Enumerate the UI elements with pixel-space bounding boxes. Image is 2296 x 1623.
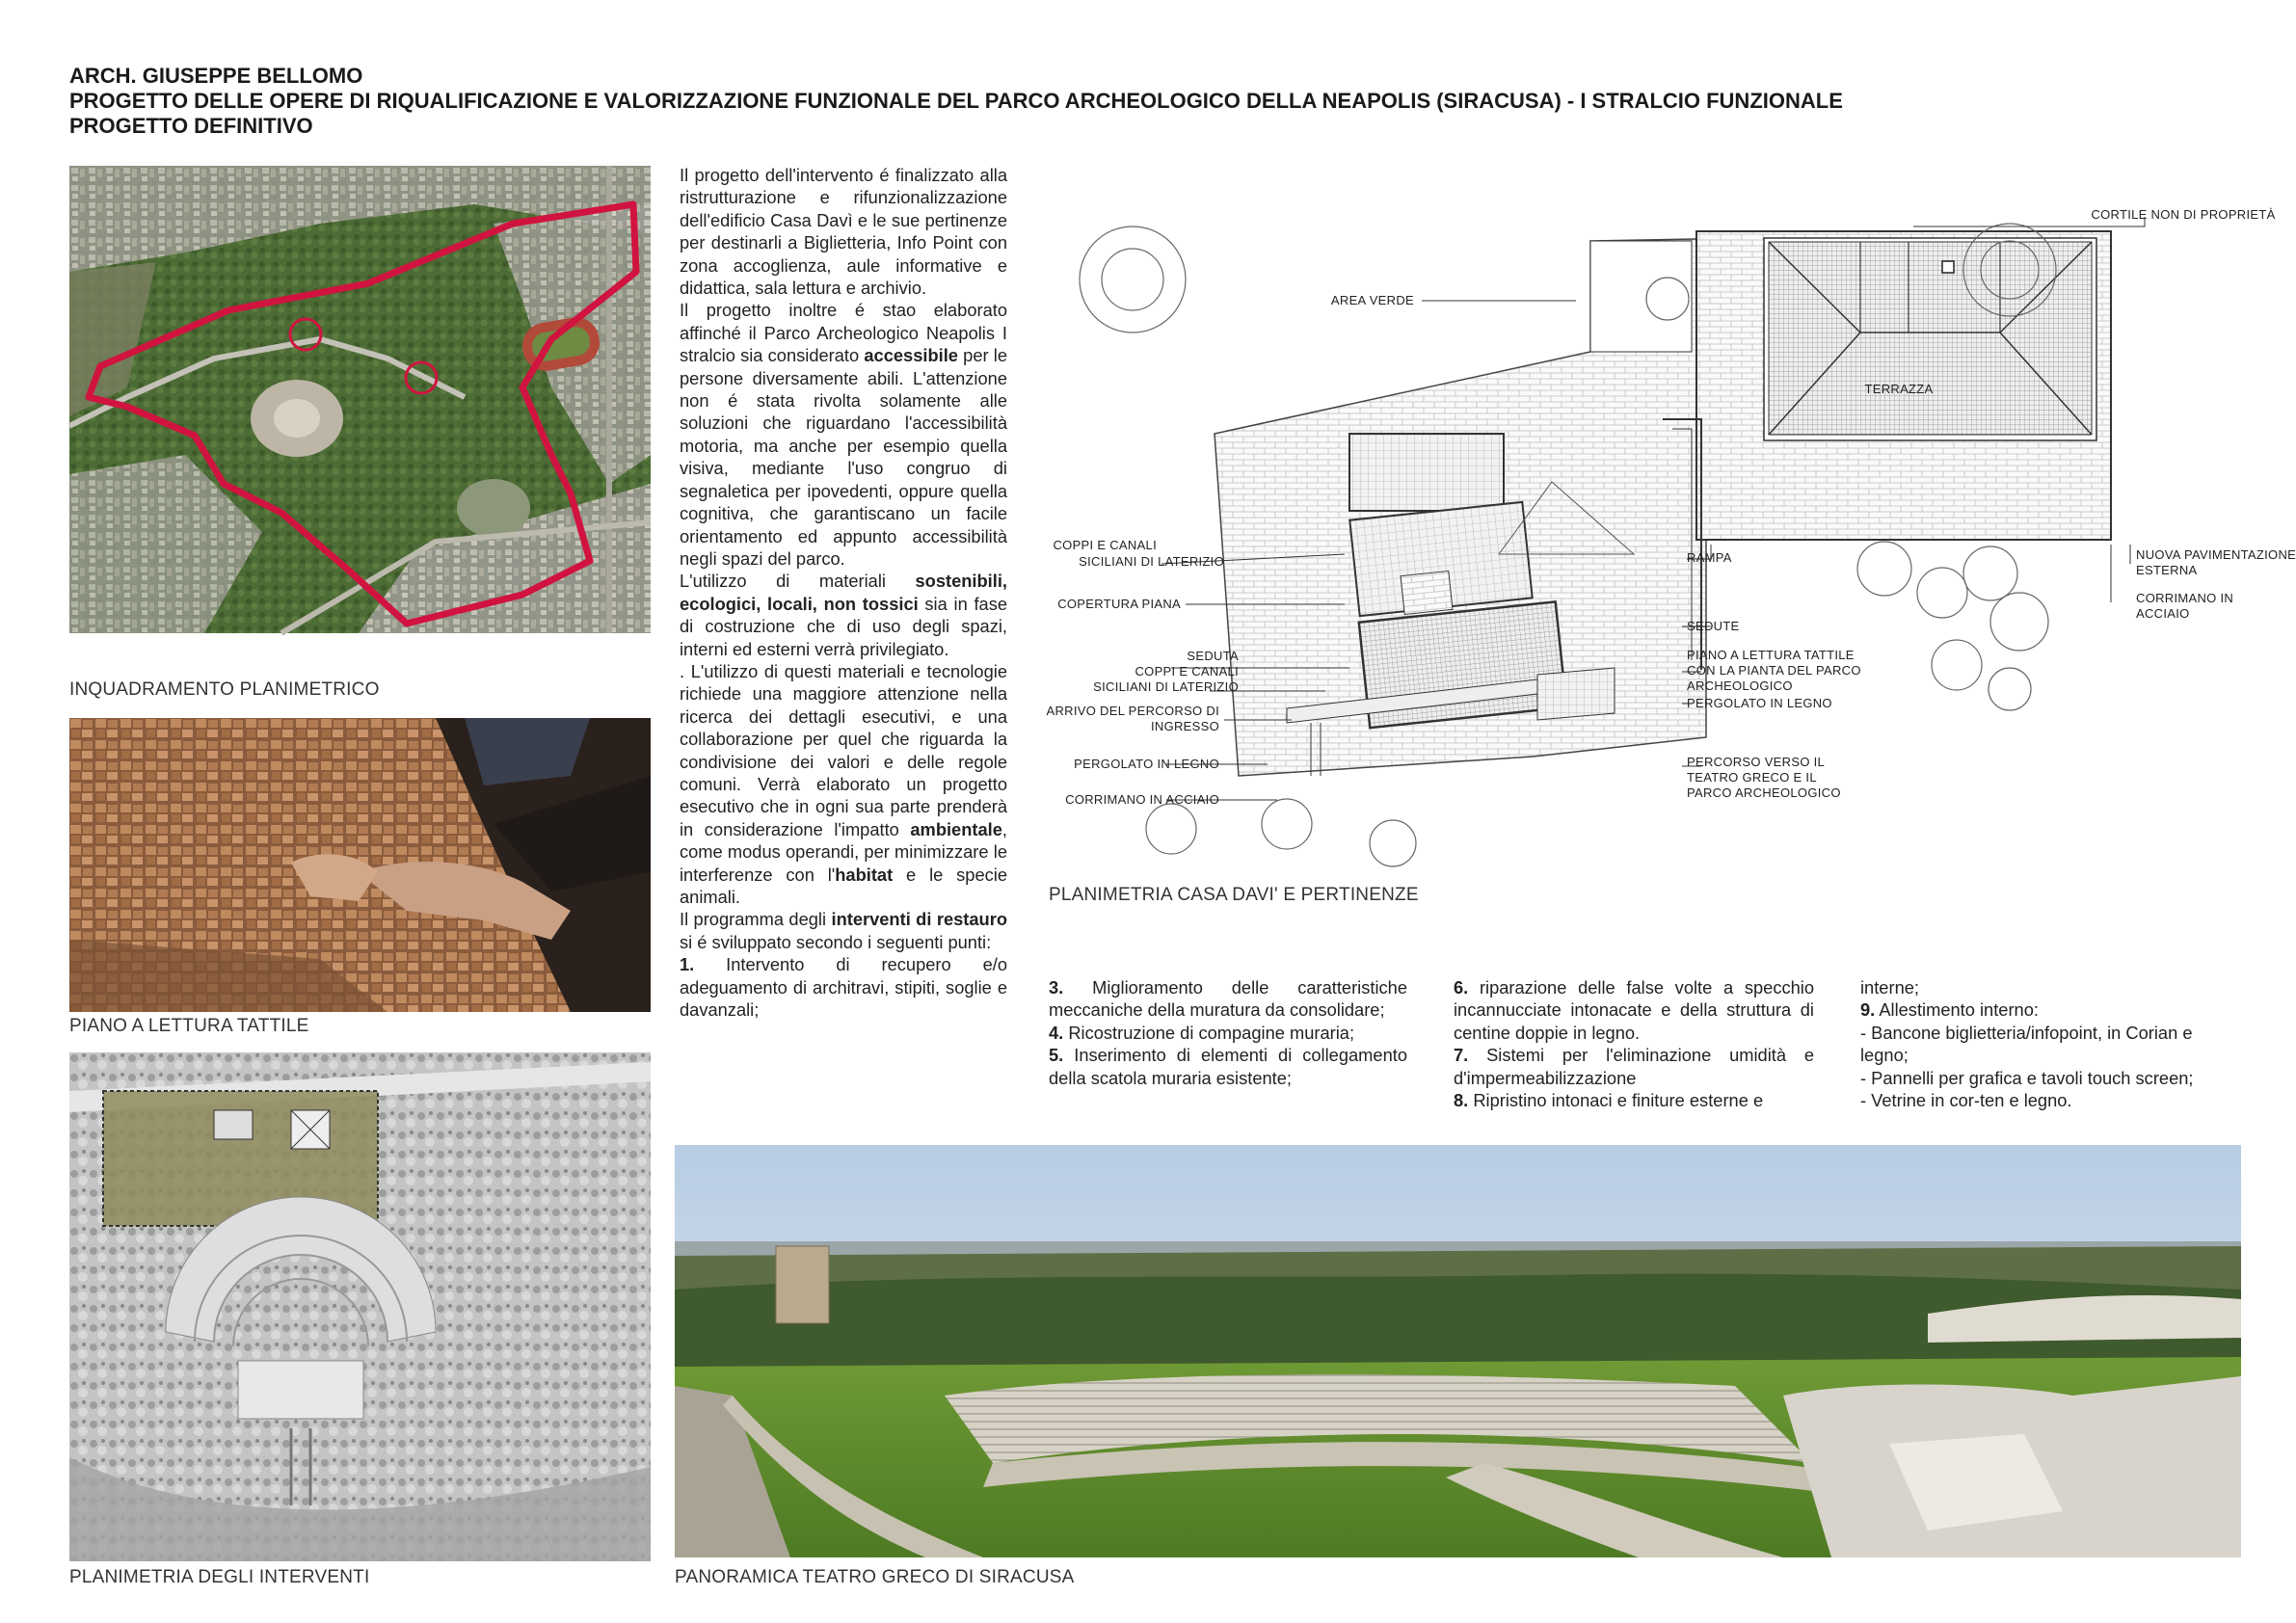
label-seduta: SEDUTA [1187, 649, 1239, 663]
label-corrimano-right-a: CORRIMANO IN [2136, 591, 2234, 605]
list-column-4 [1860, 976, 2238, 1111]
paragraph-program: Il programma degli interventi di restauro si é sviluppato secondo i seguenti punti: [680, 909, 1007, 952]
plan-roof-1 [1349, 434, 1504, 511]
list-item-1: 1. Intervento di recupero e/o adeguamento di architravi, stipiti, soglie e davanzali; [680, 954, 1007, 1021]
label-coppi-2b: SICILIANI DI LATERIZIO [1093, 679, 1239, 694]
list-item-8-continued: interne; [1860, 977, 1919, 998]
label-piano-b: CON LA PIANTA DEL PARCO [1687, 663, 1861, 678]
label-nuova-b: ESTERNA [2136, 563, 2198, 577]
label-percorso-c: PARCO ARCHEOLOGICO [1687, 785, 1841, 800]
label-piano-c: ARCHEOLOGICO [1687, 678, 1793, 693]
paragraph-environment: . L'utilizzo di questi materiali e tecnologie richiede una maggiore attenzione nella ricerca dei dettagli esecutivi, e una collaborazione per quel che riguarda la condivisione dei valori e delle regole comuni. Verrà elaborato un progetto esecutivo che in ogni sua parte prenderà in considerazione l'impatto ambientale, come modus operandi, per minimizzare le interferenze con l'habitat e le specie animali. [680, 660, 1007, 907]
label-arrivo-a: ARRIVO DEL PERCORSO DI [1046, 704, 1219, 718]
label-corrimano-left: CORRIMANO IN ACCIAIO [1065, 792, 1219, 807]
page-header [69, 64, 1843, 139]
panorama-image [675, 1145, 2241, 1557]
list-item-8: 8. Ripristino intonaci e finiture esterne e [1454, 1090, 1764, 1111]
label-cortile: CORTILE NON DI PROPRIETÀ [2091, 207, 2276, 222]
paragraph-materials: L'utilizzo di materiali sostenibili, ecologici, locali, non tossici sia in fase di costruzione che di uso degli spazi, interni ed esterni verrà privilegiato. [680, 571, 1007, 659]
list-column-3 [1454, 976, 1814, 1111]
label-pergolato-right: PERGOLATO IN LEGNO [1687, 696, 1832, 710]
label-coppi-2a: COPPI E CANALI [1135, 664, 1239, 678]
interventions-plan-image [69, 1052, 651, 1561]
label-percorso-b: TEATRO GRECO E IL [1687, 770, 1817, 785]
paragraph-accessibility: Il progetto inoltre é stao elaborato affinché il Parco Archeologico Neapolis I stralcio sia considerato accessibile per le persone diversamente abili. L'attenzione non é stata rivolta solamente alle soluzioni che riguardano l'accessibilità motoria, ma anche per esempio quella visiva, mediante l'uso congruo di segnaletica per ipovedenti, oppure quella cognitiva, che garantiscano un facile orientamento ed appunto accessibilità negli spazi del parco. [680, 300, 1007, 569]
caption-tactile: PIANO A LETTURA TATTILE [69, 1016, 309, 1036]
aerial-map-image [69, 166, 651, 633]
header-architect: ARCH. GIUSEPPE BELLOMO [69, 64, 363, 88]
header-phase: PROGETTO DEFINITIVO [69, 114, 313, 138]
list-item-4: 4. Ricostruzione di compagine muraria; [1049, 1022, 1355, 1043]
caption-aerial: INQUADRAMENTO PLANIMETRICO [69, 679, 380, 700]
list-item-9: 9. Allestimento interno: [1860, 999, 2039, 1021]
label-coppi-1b: SICILIANI DI LATERIZIO [1079, 554, 1224, 569]
label-arrivo-b: INGRESSO [1150, 719, 1219, 733]
list-item-3: 3. Miglioramento delle caratteristiche meccaniche della muratura da consolidare; [1049, 977, 1407, 1021]
label-rampa: RAMPA [1687, 550, 1732, 565]
label-terrazza: TERRAZZA [1864, 382, 1934, 396]
label-copertura: COPERTURA PIANA [1057, 597, 1181, 611]
caption-panorama: PANORAMICA TEATRO GRECO DI SIRACUSA [675, 1567, 1075, 1587]
label-corrimano-right-b: ACCIAIO [2136, 606, 2190, 621]
list-column-2 [1049, 976, 1407, 1089]
project-description [680, 164, 1007, 1021]
label-sedute: SEDUTE [1687, 619, 1740, 633]
tactile-model-image [69, 718, 651, 1012]
list-item-7: 7. Sistemi per l'eliminazione umidità e d'impermeabilizzazione [1454, 1045, 1814, 1088]
label-percorso-a: PERCORSO VERSO IL [1687, 755, 1826, 769]
label-piano-a: PIANO A LETTURA TATTILE [1687, 648, 1855, 662]
header-project-title: PROGETTO DELLE OPERE DI RIQUALIFICAZIONE E VALORIZZAZIONE FUNZIONALE DEL PARCO ARCHEOLOGICO DELLA NEAPOLIS (SIRACUSA) - I STRALCIO FUNZIONALE [69, 89, 1843, 113]
label-area-verde: AREA VERDE [1330, 293, 1414, 307]
list-item-9b: - Pannelli per grafica e tavoli touch screen; [1860, 1067, 2194, 1088]
caption-plan: PLANIMETRIA CASA DAVI' E PERTINENZE [1049, 885, 1419, 905]
label-pergolato-left: PERGOLATO IN LEGNO [1074, 757, 1219, 771]
list-item-6: 6. riparazione delle false volte a specchio incannucciate intonacate e della struttura di centine doppie in legno. [1454, 977, 1814, 1043]
site-plan-drawing [1036, 188, 2296, 901]
list-item-9c: - Vetrine in cor-ten e legno. [1860, 1090, 2072, 1111]
list-item-5: 5. Inserimento di elementi di collegamento della scatola muraria esistente; [1049, 1045, 1407, 1088]
label-nuova-a: NUOVA PAVIMENTAZIONE [2136, 547, 2296, 562]
paragraph-purpose: Il progetto dell'intervento é finalizzato alla ristrutturazione e rifunzionalizzazione dell'edificio Casa Davì e le sue pertinenze per destinarli a Biglietteria, Info Point con zona accoglienza, aule informative e didattica, sala lettura e archivio. [680, 165, 1007, 299]
list-item-9a: - Bancone biglietteria/infopoint, in Corian e legno; [1860, 1022, 2193, 1066]
label-coppi-1a: COPPI E CANALI [1053, 538, 1157, 552]
caption-interventions: PLANIMETRIA DEGLI INTERVENTI [69, 1567, 370, 1587]
